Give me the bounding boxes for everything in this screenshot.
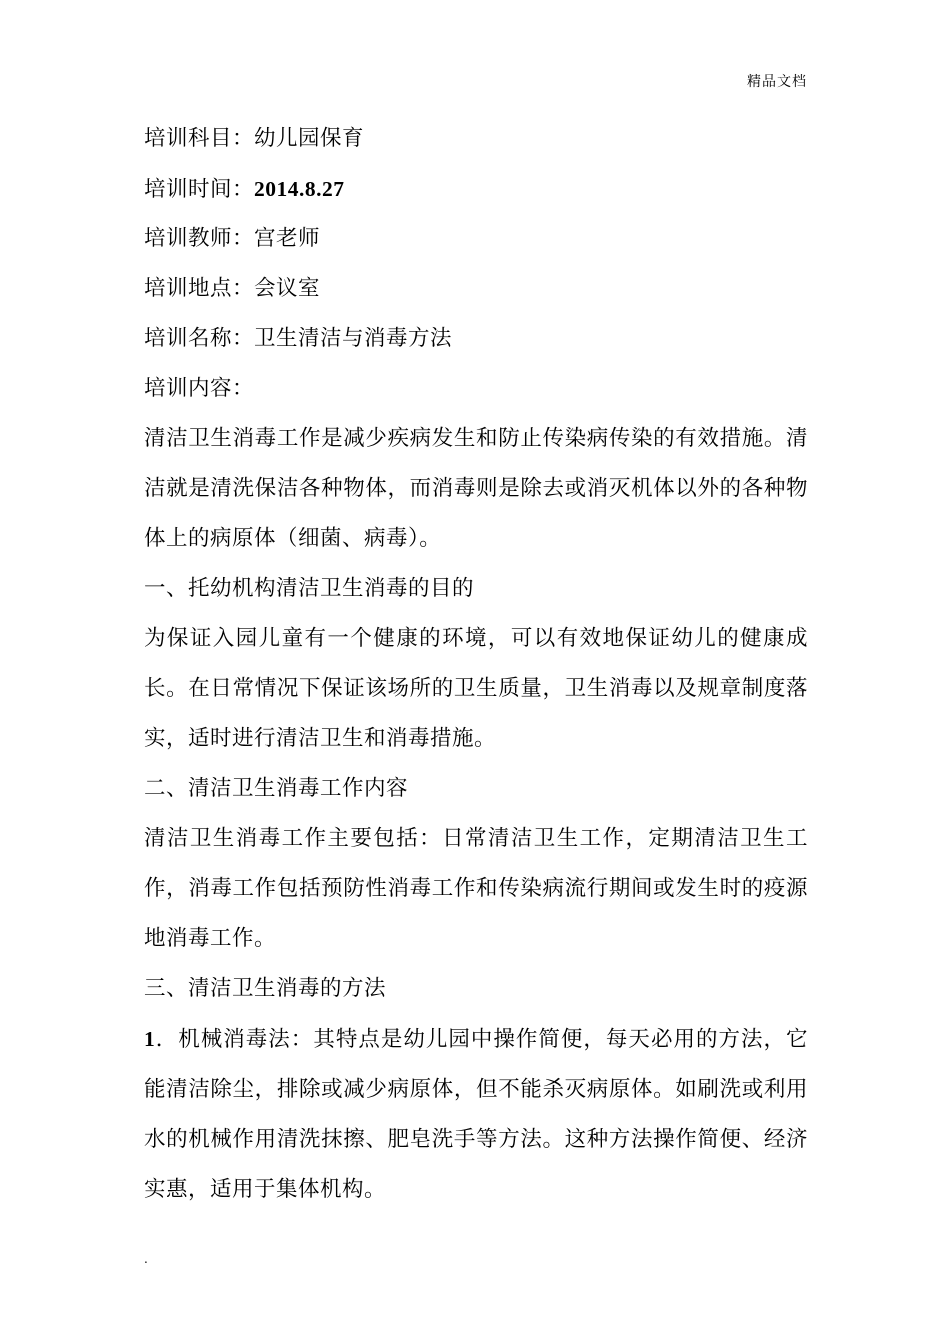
item1-text: ．机械消毒法：其特点是幼儿园中操作简便，每天必用的方法，它能清洁除尘，排除或减少病原体，但不能杀灭病原体。如刷洗或利用水的机械作用清洗抹擦、肥皂洗手等方法。这种方法操作简便、经济实惠，适用于集体机构。 [144, 1027, 808, 1202]
section2-paragraph: 清洁卫生消毒工作主要包括：日常清洁卫生工作，定期清洁卫生工作，消毒工作包括预防性消毒工作和传染病流行期间或发生时的疫源地消毒工作。 [144, 826, 808, 951]
training-name-label: 培训名称： [144, 326, 255, 351]
page-header: 精品文档 [747, 74, 807, 90]
training-name-value: 卫生清洁与消毒方法 [254, 326, 453, 351]
training-content-label: 培训内容： [144, 376, 255, 401]
training-place [144, 264, 808, 314]
training-time-label: 培训时间： [144, 177, 255, 202]
training-subject-label: 培训科目： [144, 126, 255, 151]
item1-paragraph [144, 1014, 808, 1215]
section1-heading: 一、托幼机构清洁卫生消毒的目的 [144, 576, 475, 601]
footer-dot: . [144, 1252, 148, 1266]
training-time-value: 2014.8.27 [254, 177, 345, 201]
training-subject-value: 幼儿园保育 [254, 126, 365, 151]
training-time [144, 164, 808, 214]
intro-paragraph: 清洁卫生消毒工作是减少疾病发生和防止传染病传染的有效措施。清洁就是清洗保洁各种物体，而消毒则是除去或消灭机体以外的各种物体上的病原体（细菌、病毒）。 [144, 426, 808, 551]
training-place-label: 培训地点： [144, 276, 255, 301]
document-body [144, 114, 808, 1215]
training-subject [144, 114, 808, 164]
training-teacher-label: 培训教师： [144, 226, 255, 251]
section1-paragraph: 为保证入园儿童有一个健康的环境，可以有效地保证幼儿的健康成长。在日常情况下保证该场所的卫生质量，卫生消毒以及规章制度落实，适时进行清洁卫生和消毒措施。 [144, 626, 808, 751]
training-teacher [144, 214, 808, 264]
section2-heading: 二、清洁卫生消毒工作内容 [144, 776, 409, 801]
item1-number: 1 [144, 1027, 156, 1051]
section3-heading: 三、清洁卫生消毒的方法 [144, 976, 387, 1001]
training-name [144, 314, 808, 364]
training-place-value: 会议室 [254, 276, 321, 301]
training-teacher-value: 宫老师 [254, 226, 321, 251]
